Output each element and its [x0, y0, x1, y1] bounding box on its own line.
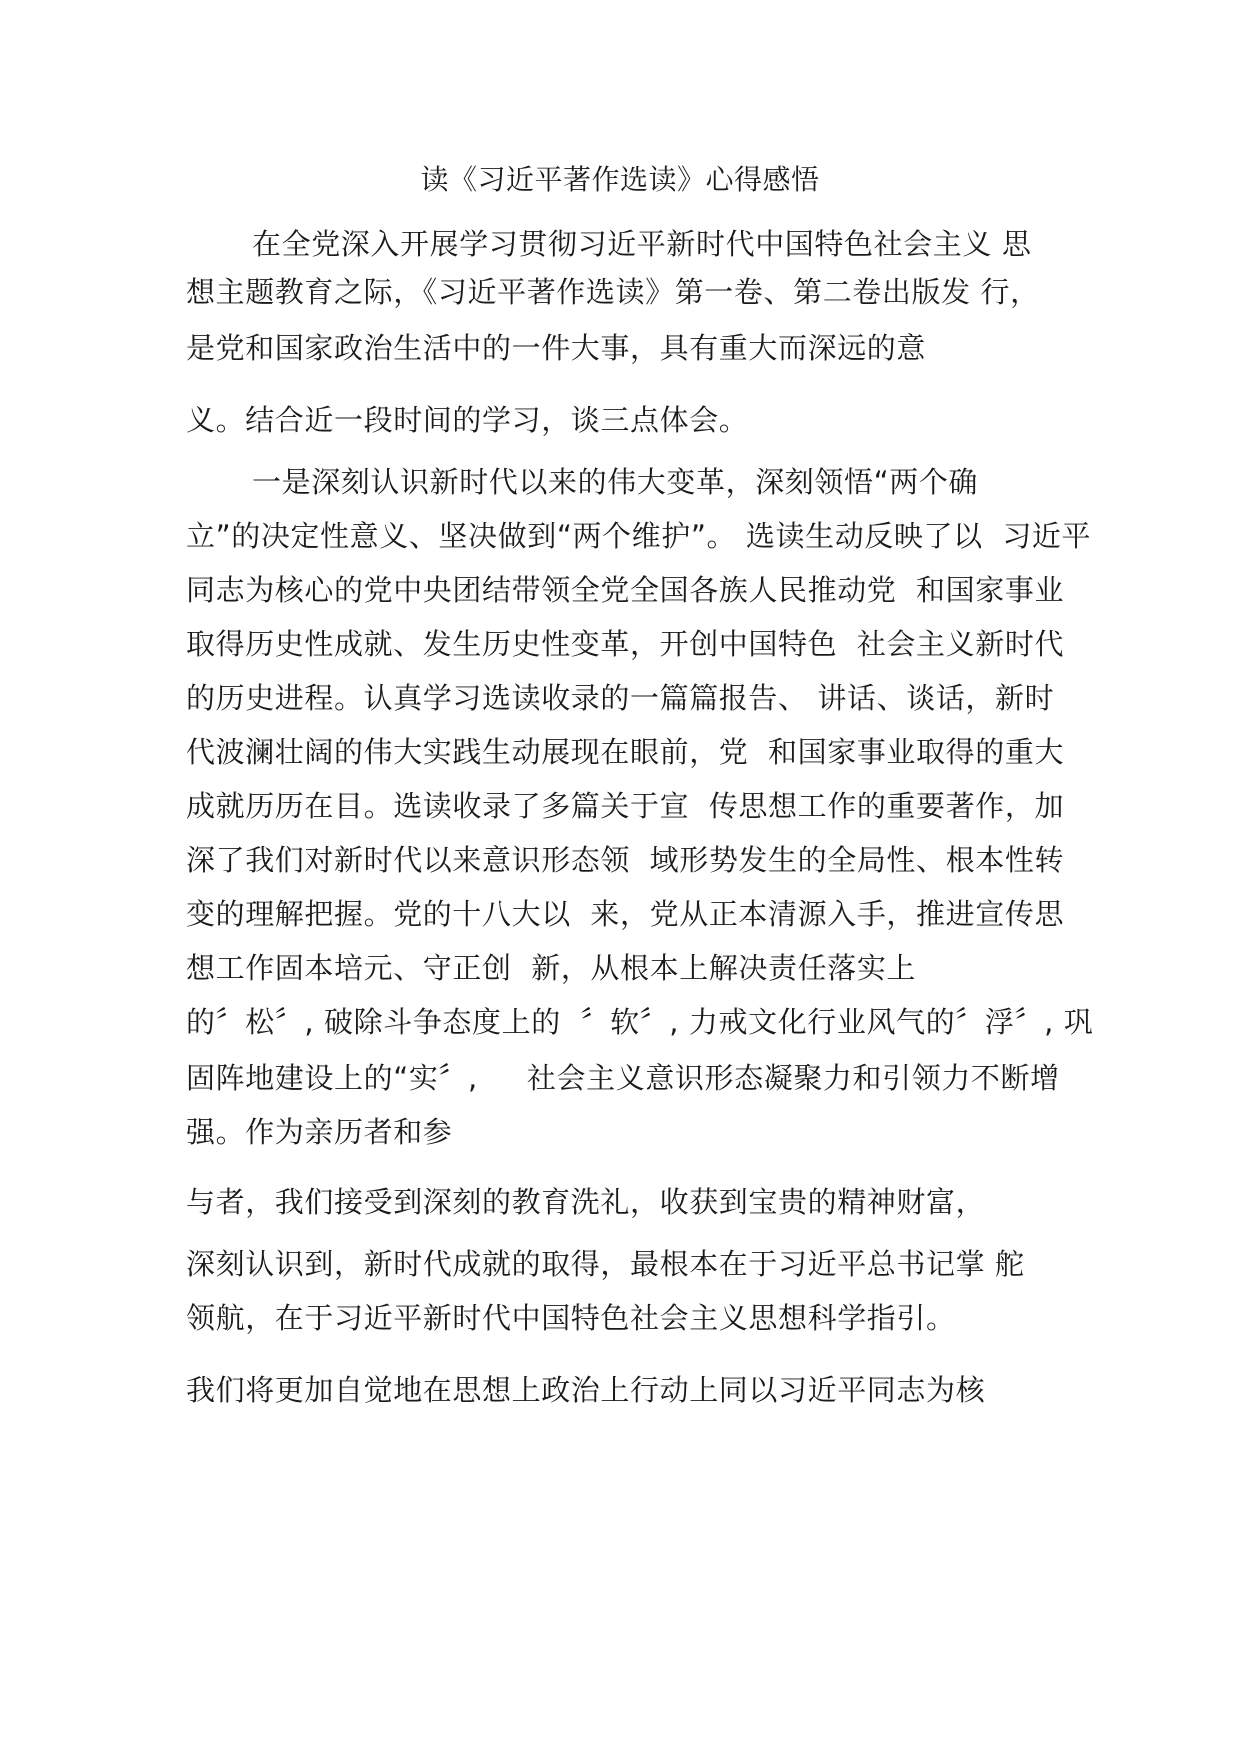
paragraph-line: 的历史进程。认真学习选读收录的一篇篇报告、 讲话、谈话，新时 [186, 681, 1055, 715]
paragraph-line: 成就历历在目。选读收录了多篇关于宣 传思想工作的重要著作，加 [186, 789, 1065, 823]
paragraph-line: 我们将更加自觉地在思想上政治上行动上同以习近平同志为核 [186, 1373, 986, 1407]
paragraph-line: 同志为核心的党中央团结带领全党全国各族人民推动党 和国家事业 [186, 573, 1065, 607]
paragraph-line: 变的理解把握。党的十八大以 来，党从正本清源入手，推进宣传思 [186, 897, 1065, 931]
paragraph-line: 在全党深入开展学习贯彻习近平新时代中国特色社会主义 思 [252, 227, 1032, 261]
paragraph-line: 义。结合近一段时间的学习，谈三点体会。 [186, 403, 749, 437]
paragraph-line: 想工作固本培元、守正创 新，从根本上解决责任落实上 [186, 951, 917, 985]
paragraph-line: 的〞松〞, 破除斗争态度上的 〞软〞, 力戒文化行业风气的〞浮〞, 巩 [186, 1005, 1094, 1039]
paragraph-line: 一是深刻认识新时代以来的伟大变革，深刻领悟“两个确 [252, 465, 979, 499]
paragraph-line: 立”的决定性意义、坚决做到“两个维护”。 选读生动反映了以 习近平 [186, 519, 1092, 553]
paragraph-line: 固阵地建设上的“实〞, 社会主义意识形态凝聚力和引领力不断增 [186, 1061, 1060, 1095]
paragraph-line: 领航，在于习近平新时代中国特色社会主义思想科学指引。 [186, 1301, 956, 1335]
paragraph-line: 深刻认识到，新时代成就的取得，最根本在于习近平总书记掌 舵 [186, 1247, 1025, 1281]
paragraph-line: 想主题教育之际，《习近平著作选读》第一卷、第二卷出版发 行， [186, 275, 1040, 309]
paragraph-line: 代波澜壮阔的伟大实践生动展现在眼前，党 和国家事业取得的重大 [186, 735, 1065, 769]
paragraph-line: 强。作为亲历者和参 [186, 1115, 453, 1149]
paragraph-line: 取得历史性成就、发生历史性变革，开创中国特色 社会主义新时代 [186, 627, 1065, 661]
paragraph-line: 是党和国家政治生活中的一件大事，具有重大而深远的意 [186, 331, 927, 365]
paragraph-line: 与者，我们接受到深刻的教育洗礼，收获到宝贵的精神财富， [186, 1185, 986, 1219]
document-title: 读《习近平著作选读》心得感悟 [420, 163, 820, 196]
paragraph-line: 深了我们对新时代以来意识形态领 域形势发生的全局性、根本性转 [186, 843, 1065, 877]
